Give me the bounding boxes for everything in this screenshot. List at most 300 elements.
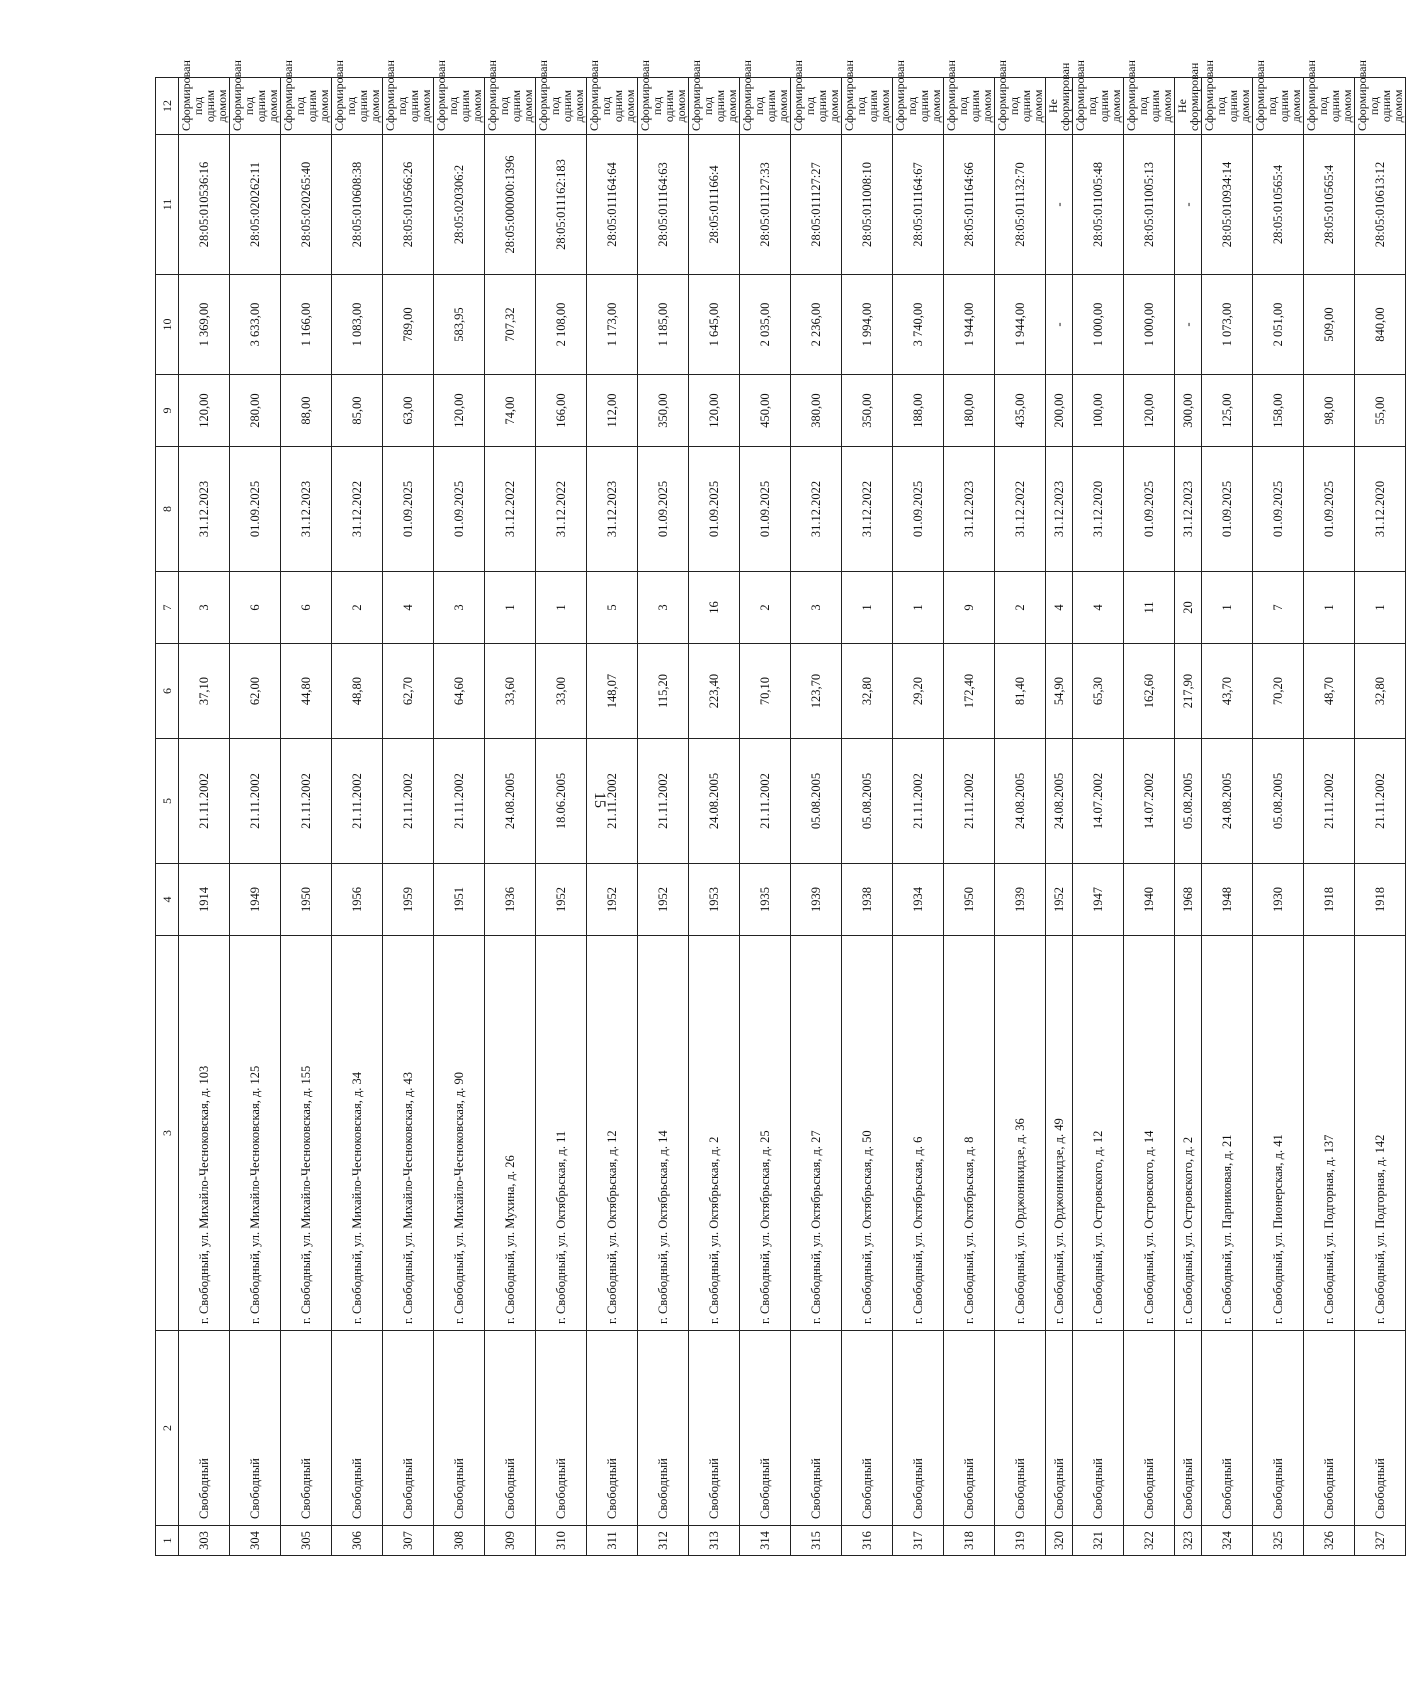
cell-city: Свободный — [1253, 1331, 1304, 1526]
table-row — [536, 78, 587, 1556]
cell-residents: 6 — [281, 572, 332, 644]
cell-plot-area: 2 236,00 — [791, 275, 842, 375]
cell-area: 54,90 — [1046, 644, 1073, 739]
cell-address: г. Свободный, ул. Островского, д. 12 — [1073, 936, 1124, 1331]
cell-area: 48,70 — [1304, 644, 1355, 739]
cell-city: Свободный — [1175, 1331, 1202, 1526]
cell-address: г. Свободный, ул. Октябрьская, д. 50 — [842, 936, 893, 1331]
cell-year: 1952 — [1046, 864, 1073, 936]
cell-residents: 4 — [1046, 572, 1073, 644]
cell-cadastral: 28:05:000000:1396 — [485, 135, 536, 275]
cell-deadline: 01.09.2025 — [1304, 447, 1355, 572]
cell-residents: 9 — [944, 572, 995, 644]
cell-residents: 16 — [689, 572, 740, 644]
cell-address: г. Свободный, ул. Михайло-Чесноковская, д. 90 — [434, 936, 485, 1331]
table-row — [587, 78, 638, 1556]
cell-area: 32,80 — [842, 644, 893, 739]
cell-deadline: 31.12.2022 — [842, 447, 893, 572]
cell-cadastral: 28:05:010566:26 — [383, 135, 434, 275]
table-row — [485, 78, 536, 1556]
cell-date: 18.06.2005 — [536, 739, 587, 864]
cell-address: г. Свободный, ул. Михайло-Чесноковская, д. 125 — [230, 936, 281, 1331]
cell-area: 44,80 — [281, 644, 332, 739]
cell-num: 325 — [1253, 1526, 1304, 1556]
cell-land-area: 300,00 — [1175, 375, 1202, 447]
cell-date: 24.08.2005 — [1202, 739, 1253, 864]
cell-area: 70,10 — [740, 644, 791, 739]
cell-deadline: 31.12.2022 — [791, 447, 842, 572]
cell-area: 148,07 — [587, 644, 638, 739]
column-header-2: 2 — [156, 1331, 179, 1526]
cell-year: 1959 — [383, 864, 434, 936]
cell-plot-area: 1 944,00 — [995, 275, 1046, 375]
cell-cadastral: - — [1046, 135, 1073, 275]
cell-plot-area: 1 173,00 — [587, 275, 638, 375]
cell-deadline: 31.12.2023 — [1175, 447, 1202, 572]
cell-num: 304 — [230, 1526, 281, 1556]
cell-date: 21.11.2002 — [638, 739, 689, 864]
cell-address: г. Свободный, ул. Островского, д. 2 — [1175, 936, 1202, 1331]
cell-city: Свободный — [1124, 1331, 1175, 1526]
cell-year: 1949 — [230, 864, 281, 936]
cell-status: Сформирован под одним домом — [689, 78, 740, 135]
table-row — [689, 78, 740, 1556]
cell-deadline: 01.09.2025 — [230, 447, 281, 572]
cell-plot-area: - — [1046, 275, 1073, 375]
column-header-1: 1 — [156, 1526, 179, 1556]
cell-num: 326 — [1304, 1526, 1355, 1556]
column-header-4: 4 — [156, 864, 179, 936]
cell-address: г. Свободный, ул. Подгорная, д. 137 — [1304, 936, 1355, 1331]
cell-status: Сформирован под одним домом — [230, 78, 281, 135]
cell-city: Свободный — [485, 1331, 536, 1526]
cell-status: Сформирован под одним домом — [485, 78, 536, 135]
cell-plot-area: 3 740,00 — [893, 275, 944, 375]
cell-deadline: 01.09.2025 — [1124, 447, 1175, 572]
cell-date: 21.11.2002 — [1355, 739, 1406, 864]
cell-deadline: 01.09.2025 — [434, 447, 485, 572]
cell-land-area: 350,00 — [842, 375, 893, 447]
cell-cadastral: 28:05:011132:70 — [995, 135, 1046, 275]
cell-num: 324 — [1202, 1526, 1253, 1556]
cell-area: 37,10 — [179, 644, 230, 739]
cell-address: г. Свободный, ул. Октябрьская, д. 2 — [689, 936, 740, 1331]
cell-deadline: 31.12.2023 — [944, 447, 995, 572]
column-header-3: 3 — [156, 936, 179, 1331]
cell-cadastral: 28:05:010565:4 — [1304, 135, 1355, 275]
cell-cadastral: 28:05:011005:48 — [1073, 135, 1124, 275]
table-row — [1124, 78, 1175, 1556]
table-row — [1073, 78, 1124, 1556]
cell-num: 327 — [1355, 1526, 1406, 1556]
cell-area: 64,60 — [434, 644, 485, 739]
cell-status: Сформирован под одним домом — [281, 78, 332, 135]
cell-city: Свободный — [1202, 1331, 1253, 1526]
cell-area: 70,20 — [1253, 644, 1304, 739]
cell-plot-area: 1 994,00 — [842, 275, 893, 375]
cell-area: 223,40 — [689, 644, 740, 739]
cell-num: 323 — [1175, 1526, 1202, 1556]
table-row — [332, 78, 383, 1556]
cell-address: г. Свободный, ул. Михайло-Чесноковская, д. 155 — [281, 936, 332, 1331]
cell-address: г. Свободный, ул. Михайло-Чесноковская, д. 43 — [383, 936, 434, 1331]
cell-deadline: 01.09.2025 — [638, 447, 689, 572]
cell-status: Не сформирован — [1175, 78, 1202, 135]
cell-year: 1952 — [536, 864, 587, 936]
cell-residents: 1 — [1304, 572, 1355, 644]
cell-status: Сформирован под одним домом — [179, 78, 230, 135]
cell-num: 316 — [842, 1526, 893, 1556]
cell-cadastral: 28:05:010934:14 — [1202, 135, 1253, 275]
cell-address: г. Свободный, ул. Михайло-Чесноковская, д. 34 — [332, 936, 383, 1331]
cell-status: Сформирован под одним домом — [740, 78, 791, 135]
cell-deadline: 31.12.2023 — [179, 447, 230, 572]
cell-plot-area: 2 108,00 — [536, 275, 587, 375]
cell-city: Свободный — [434, 1331, 485, 1526]
cell-date: 21.11.2002 — [179, 739, 230, 864]
cell-date: 21.11.2002 — [281, 739, 332, 864]
cell-cadastral: 28:05:011162:183 — [536, 135, 587, 275]
cell-num: 305 — [281, 1526, 332, 1556]
cell-plot-area: 3 633,00 — [230, 275, 281, 375]
cell-city: Свободный — [230, 1331, 281, 1526]
cell-cadastral: 28:05:020306:2 — [434, 135, 485, 275]
cell-deadline: 31.12.2022 — [332, 447, 383, 572]
cell-residents: 3 — [179, 572, 230, 644]
cell-status: Сформирован под одним домом — [1253, 78, 1304, 135]
cell-area: 33,00 — [536, 644, 587, 739]
cell-year: 1914 — [179, 864, 230, 936]
cell-num: 320 — [1046, 1526, 1073, 1556]
cell-address: г. Свободный, ул. Октябрьская, д. 6 — [893, 936, 944, 1331]
cell-year: 1968 — [1175, 864, 1202, 936]
cell-area: 217,90 — [1175, 644, 1202, 739]
cell-cadastral: 28:05:010608:38 — [332, 135, 383, 275]
cell-land-area: 63,00 — [383, 375, 434, 447]
cell-date: 21.11.2002 — [332, 739, 383, 864]
cell-residents: 1 — [1355, 572, 1406, 644]
table-row — [281, 78, 332, 1556]
cell-status: Сформирован под одним домом — [587, 78, 638, 135]
cell-address: г. Свободный, ул. Октябрьская, д. 8 — [944, 936, 995, 1331]
cell-residents: 5 — [587, 572, 638, 644]
cell-land-area: 88,00 — [281, 375, 332, 447]
cell-residents: 4 — [383, 572, 434, 644]
cell-year: 1948 — [1202, 864, 1253, 936]
cell-date: 21.11.2002 — [893, 739, 944, 864]
cell-num: 309 — [485, 1526, 536, 1556]
cell-status: Сформирован под одним домом — [1073, 78, 1124, 135]
cell-plot-area: - — [1175, 275, 1202, 375]
cell-date: 21.11.2002 — [587, 739, 638, 864]
cell-deadline: 01.09.2025 — [689, 447, 740, 572]
cell-cadastral: 28:05:011164:63 — [638, 135, 689, 275]
cell-plot-area: 2 035,00 — [740, 275, 791, 375]
cell-cadastral: 28:05:010613:12 — [1355, 135, 1406, 275]
cell-deadline: 31.12.2020 — [1355, 447, 1406, 572]
cell-residents: 2 — [332, 572, 383, 644]
cell-residents: 2 — [995, 572, 1046, 644]
table-row — [944, 78, 995, 1556]
cell-cadastral: 28:05:011164:66 — [944, 135, 995, 275]
cell-area: 62,00 — [230, 644, 281, 739]
cell-deadline: 31.12.2022 — [536, 447, 587, 572]
cell-area: 33,60 — [485, 644, 536, 739]
cell-residents: 3 — [434, 572, 485, 644]
cell-date: 05.08.2005 — [791, 739, 842, 864]
cell-address: г. Свободный, ул. Октябрьская, д. 11 — [536, 936, 587, 1331]
cell-cadastral: 28:05:011127:27 — [791, 135, 842, 275]
cell-deadline: 31.12.2020 — [1073, 447, 1124, 572]
table-body — [156, 60, 1406, 1556]
cell-plot-area: 840,00 — [1355, 275, 1406, 375]
cell-land-area: 280,00 — [230, 375, 281, 447]
cell-date: 24.08.2005 — [689, 739, 740, 864]
cell-address: г. Свободный, ул. Островского, д. 14 — [1124, 936, 1175, 1331]
cell-num: 306 — [332, 1526, 383, 1556]
cell-area: 32,80 — [1355, 644, 1406, 739]
cell-area: 29,20 — [893, 644, 944, 739]
cell-date: 24.08.2005 — [995, 739, 1046, 864]
cell-deadline: 31.12.2023 — [1046, 447, 1073, 572]
cell-num: 307 — [383, 1526, 434, 1556]
cell-date: 05.08.2005 — [1175, 739, 1202, 864]
cell-city: Свободный — [842, 1331, 893, 1526]
cell-land-area: 85,00 — [332, 375, 383, 447]
cell-year: 1951 — [434, 864, 485, 936]
table-row — [638, 78, 689, 1556]
cell-residents: 1 — [485, 572, 536, 644]
cell-city: Свободный — [332, 1331, 383, 1526]
table-row — [1202, 78, 1253, 1556]
cell-date: 21.11.2002 — [944, 739, 995, 864]
cell-land-area: 55,00 — [1355, 375, 1406, 447]
cell-city: Свободный — [179, 1331, 230, 1526]
cell-deadline: 01.09.2025 — [383, 447, 434, 572]
cell-year: 1953 — [689, 864, 740, 936]
table-row — [230, 78, 281, 1556]
cell-city: Свободный — [944, 1331, 995, 1526]
cell-date: 14.07.2002 — [1073, 739, 1124, 864]
cell-area: 162,60 — [1124, 644, 1175, 739]
cell-num: 303 — [179, 1526, 230, 1556]
cell-deadline: 31.12.2022 — [995, 447, 1046, 572]
table-row — [383, 78, 434, 1556]
cell-address: г. Свободный, ул. Орджоникидзе, д. 49 — [1046, 936, 1073, 1331]
cell-plot-area: 1 944,00 — [944, 275, 995, 375]
table-row — [842, 78, 893, 1556]
cell-residents: 3 — [791, 572, 842, 644]
rotated-table-container — [155, 60, 1405, 1556]
cell-plot-area: 1 645,00 — [689, 275, 740, 375]
cell-date: 21.11.2002 — [383, 739, 434, 864]
cell-date: 05.08.2005 — [842, 739, 893, 864]
cell-year: 1938 — [842, 864, 893, 936]
header-row — [156, 78, 179, 1556]
cell-num: 317 — [893, 1526, 944, 1556]
cell-city: Свободный — [995, 1331, 1046, 1526]
column-header-6: 6 — [156, 644, 179, 739]
cell-land-area: 166,00 — [536, 375, 587, 447]
table-row — [1175, 78, 1202, 1556]
cell-plot-area: 707,32 — [485, 275, 536, 375]
cell-cadastral: - — [1175, 135, 1202, 275]
cell-plot-area: 1 000,00 — [1124, 275, 1175, 375]
table-row — [434, 78, 485, 1556]
cell-land-area: 350,00 — [638, 375, 689, 447]
cell-area: 81,40 — [995, 644, 1046, 739]
cell-land-area: 450,00 — [740, 375, 791, 447]
table-row — [1253, 78, 1304, 1556]
cell-year: 1940 — [1124, 864, 1175, 936]
cell-land-area: 188,00 — [893, 375, 944, 447]
cell-city: Свободный — [1046, 1331, 1073, 1526]
column-header-12: 12 — [156, 78, 179, 135]
cell-num: 322 — [1124, 1526, 1175, 1556]
cell-date: 14.07.2002 — [1124, 739, 1175, 864]
cell-plot-area: 2 051,00 — [1253, 275, 1304, 375]
cell-status: Сформирован под одним домом — [383, 78, 434, 135]
column-header-11: 11 — [156, 135, 179, 275]
cell-land-area: 180,00 — [944, 375, 995, 447]
cell-status: Сформирован под одним домом — [638, 78, 689, 135]
cell-cadastral: 28:05:011164:64 — [587, 135, 638, 275]
cell-area: 115,20 — [638, 644, 689, 739]
table-row — [791, 78, 842, 1556]
table-row — [740, 78, 791, 1556]
cell-status: Сформирован под одним домом — [1304, 78, 1355, 135]
cell-plot-area: 509,00 — [1304, 275, 1355, 375]
cell-deadline: 01.09.2025 — [893, 447, 944, 572]
cell-plot-area: 1 185,00 — [638, 275, 689, 375]
cell-status: Сформирован под одним домом — [536, 78, 587, 135]
table-row — [1355, 78, 1406, 1556]
cell-status: Сформирован под одним домом — [1202, 78, 1253, 135]
cell-plot-area: 1 073,00 — [1202, 275, 1253, 375]
cell-city: Свободный — [893, 1331, 944, 1526]
cell-cadastral: 28:05:011127:33 — [740, 135, 791, 275]
register-table — [155, 60, 1406, 1556]
cell-status: Не сформирован — [1046, 78, 1073, 135]
cell-land-area: 100,00 — [1073, 375, 1124, 447]
cell-year: 1952 — [587, 864, 638, 936]
cell-land-area: 120,00 — [689, 375, 740, 447]
cell-status: Сформирован под одним домом — [995, 78, 1046, 135]
cell-cadastral: 28:05:010565:4 — [1253, 135, 1304, 275]
cell-plot-area: 789,00 — [383, 275, 434, 375]
cell-land-area: 380,00 — [791, 375, 842, 447]
cell-num: 314 — [740, 1526, 791, 1556]
cell-area: 172,40 — [944, 644, 995, 739]
column-header-9: 9 — [156, 375, 179, 447]
cell-land-area: 200,00 — [1046, 375, 1073, 447]
cell-address: г. Свободный, ул. Орджоникидзе, д. 36 — [995, 936, 1046, 1331]
cell-area: 62,70 — [383, 644, 434, 739]
cell-deadline: 01.09.2025 — [1253, 447, 1304, 572]
cell-year: 1956 — [332, 864, 383, 936]
cell-plot-area: 1 369,00 — [179, 275, 230, 375]
cell-num: 308 — [434, 1526, 485, 1556]
cell-residents: 20 — [1175, 572, 1202, 644]
column-header-5: 5 — [156, 739, 179, 864]
table-row — [179, 78, 230, 1556]
cell-city: Свободный — [1073, 1331, 1124, 1526]
cell-num: 319 — [995, 1526, 1046, 1556]
cell-year: 1952 — [638, 864, 689, 936]
column-header-10: 10 — [156, 275, 179, 375]
table-row — [893, 78, 944, 1556]
cell-deadline: 31.12.2022 — [485, 447, 536, 572]
cell-deadline: 01.09.2025 — [1202, 447, 1253, 572]
cell-date: 21.11.2002 — [740, 739, 791, 864]
cell-plot-area: 1 083,00 — [332, 275, 383, 375]
cell-plot-area: 1 000,00 — [1073, 275, 1124, 375]
cell-date: 24.08.2005 — [485, 739, 536, 864]
cell-date: 21.11.2002 — [1304, 739, 1355, 864]
cell-address: г. Свободный, ул. Октябрьская, д. 14 — [638, 936, 689, 1331]
cell-land-area: 125,00 — [1202, 375, 1253, 447]
cell-residents: 1 — [842, 572, 893, 644]
cell-plot-area: 1 166,00 — [281, 275, 332, 375]
cell-residents: 1 — [1202, 572, 1253, 644]
cell-date: 05.08.2005 — [1253, 739, 1304, 864]
cell-year: 1930 — [1253, 864, 1304, 936]
cell-num: 311 — [587, 1526, 638, 1556]
cell-residents: 4 — [1073, 572, 1124, 644]
cell-cadastral: 28:05:020265:40 — [281, 135, 332, 275]
cell-city: Свободный — [383, 1331, 434, 1526]
cell-status: Сформирован под одним домом — [1355, 78, 1406, 135]
cell-year: 1939 — [791, 864, 842, 936]
table-row — [1046, 78, 1073, 1556]
cell-area: 123,70 — [791, 644, 842, 739]
cell-num: 312 — [638, 1526, 689, 1556]
cell-residents: 2 — [740, 572, 791, 644]
cell-status: Сформирован под одним домом — [332, 78, 383, 135]
cell-year: 1939 — [995, 864, 1046, 936]
cell-city: Свободный — [689, 1331, 740, 1526]
cell-address: г. Свободный, ул. Парниковая, д. 21 — [1202, 936, 1253, 1331]
cell-land-area: 120,00 — [1124, 375, 1175, 447]
cell-year: 1934 — [893, 864, 944, 936]
cell-year: 1950 — [281, 864, 332, 936]
cell-land-area: 435,00 — [995, 375, 1046, 447]
cell-land-area: 158,00 — [1253, 375, 1304, 447]
cell-cadastral: 28:05:011008:10 — [842, 135, 893, 275]
cell-status: Сформирован под одним домом — [893, 78, 944, 135]
cell-address: г. Свободный, ул. Подгорная, д. 142 — [1355, 936, 1406, 1331]
page-number: 15 — [591, 792, 608, 808]
cell-address: г. Свободный, ул. Мухина, д. 26 — [485, 936, 536, 1331]
cell-area: 43,70 — [1202, 644, 1253, 739]
cell-area: 65,30 — [1073, 644, 1124, 739]
cell-status: Сформирован под одним домом — [842, 78, 893, 135]
cell-deadline: 31.12.2023 — [281, 447, 332, 572]
cell-city: Свободный — [638, 1331, 689, 1526]
cell-plot-area: 583,95 — [434, 275, 485, 375]
cell-status: Сформирован под одним домом — [1124, 78, 1175, 135]
cell-cadastral: 28:05:010536:16 — [179, 135, 230, 275]
cell-year: 1935 — [740, 864, 791, 936]
cell-land-area: 120,00 — [179, 375, 230, 447]
table-row — [995, 78, 1046, 1556]
cell-area: 48,80 — [332, 644, 383, 739]
column-header-8: 8 — [156, 447, 179, 572]
cell-year: 1950 — [944, 864, 995, 936]
cell-num: 321 — [1073, 1526, 1124, 1556]
column-header-7: 7 — [156, 572, 179, 644]
cell-land-area: 98,00 — [1304, 375, 1355, 447]
